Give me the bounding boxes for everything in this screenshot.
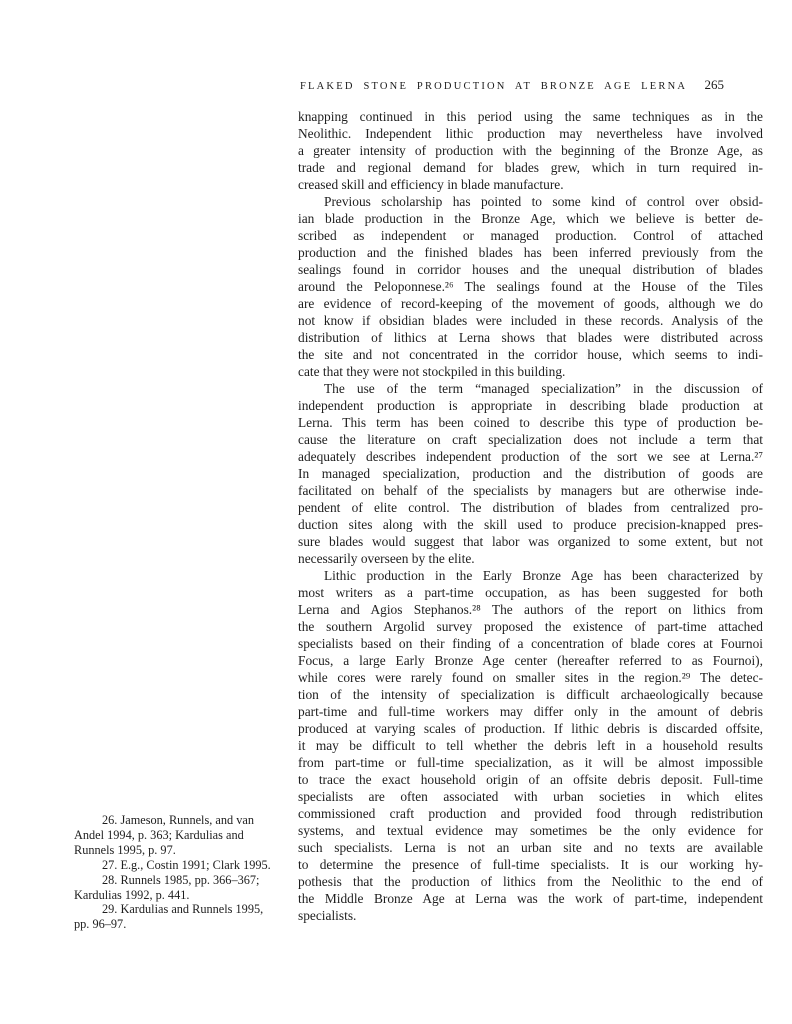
text-line: Lithic production in the Early Bronze Age has been characterized by [324, 568, 763, 583]
text-line: adequately describes independent production of the sort we see at Lerna.²⁷ [298, 449, 763, 464]
text-line: In managed specialization, production and the distribution of goods are [298, 466, 763, 481]
text-line: specialists are often associated with urban societies in which elites [298, 789, 763, 804]
text-line: not know if obsidian blades were included in these records. Analysis of the [298, 313, 763, 328]
text-line: cause the literature on craft specialization does not include a term that [298, 432, 763, 447]
text-line: scribed as independent or managed production. Control of attached [298, 228, 763, 243]
footnote [74, 873, 302, 903]
text-line: sure blades would suggest that labor was organized to some extent, but not [298, 534, 763, 549]
text-line: systems, and textual evidence may sometimes be the only evidence for [298, 823, 763, 838]
footnote-line: 28. Runnels 1985, pp. 366–367; [102, 872, 260, 887]
footnotes-block [74, 813, 302, 932]
text-line: to determine the presence of full-time specialists. It is our working hy- [298, 857, 763, 872]
footnote-line: 26. Jameson, Runnels, and van [102, 813, 254, 827]
running-head [300, 77, 724, 93]
text-line: facilitated on behalf of the specialists by managers but are otherwise inde- [298, 483, 763, 498]
text-line: duction sites along with the skill used to produce precision-knapped pres- [298, 517, 763, 532]
text-line: Neolithic. Independent lithic production may nevertheless have involved [298, 126, 763, 141]
text-line: distribution of lithics at Lerna shows that blades were distributed across [298, 330, 763, 345]
text-line: necessarily overseen by the elite. [298, 551, 475, 566]
text-line: cate that they were not stockpiled in this building. [298, 364, 566, 379]
text-line: specialists based on their finding of a concentration of blade cores at Fournoi [298, 636, 763, 651]
footnote-line: Andel 1994, p. 363; Kardulias and [74, 827, 244, 842]
text-line: a greater intensity of production with the beginning of the Bronze Age, as [298, 143, 763, 158]
text-line: pothesis that the production of lithics from the Neolithic to the end of [298, 874, 763, 889]
text-line: the site and not concentrated in the corridor house, which seems to indi- [298, 347, 763, 362]
text-line: trade and regional demand for blades grew, which in turn required in- [298, 160, 763, 175]
text-line: the Middle Bronze Age at Lerna was the work of part-time, independent [298, 891, 763, 906]
text-line: Previous scholarship has pointed to some kind of control over obsid- [324, 194, 763, 209]
paragraph [298, 380, 763, 567]
text-line: the southern Argolid survey proposed the existence of part-time attached [298, 619, 763, 634]
main-text-column [298, 108, 763, 924]
paragraph [298, 193, 763, 380]
text-line: are evidence of record-keeping of the movement of goods, although we do [298, 296, 763, 311]
text-line: to trace the exact household origin of an offsite debris deposit. Full-time [298, 772, 763, 787]
footnote-line: Runnels 1995, p. 97. [74, 842, 176, 857]
footnote [74, 858, 302, 873]
text-line: produced at varying scales of production. If lithic debris is discarded offsite, [298, 721, 763, 736]
footnote-line: Kardulias 1992, p. 441. [74, 887, 190, 902]
footnote-line: 29. Kardulias and Runnels 1995, [102, 902, 264, 917]
text-line: around the Peloponnese.²⁶ The sealings found at the House of the Tiles [298, 279, 763, 294]
text-line: most writers as a part-time occupation, as has been suggested for both [298, 585, 763, 600]
paragraph [298, 108, 763, 193]
footnote-line: pp. 96–97. [74, 917, 127, 932]
text-line: sealings found in corridor houses and the unequal distribution of blades [298, 262, 763, 277]
text-line: specialists. [298, 908, 357, 923]
text-line: Lerna. This term has been coined to describe this type of production be- [298, 415, 763, 430]
text-line: it may be difficult to tell whether the debris left in a household results [298, 738, 763, 753]
text-line: Focus, a large Early Bronze Age center (hereafter referred to as Fournoi), [298, 653, 763, 668]
paragraph [298, 567, 763, 924]
text-line: commissioned craft production and provided food through redistribution [298, 806, 763, 821]
footnote [74, 902, 302, 932]
text-line: independent production is appropriate in describing blade production at [298, 398, 763, 413]
text-line: pendent of elite control. The distribution of blades from centralized pro- [298, 500, 763, 515]
text-line: while cores were rarely found on smaller sites in the region.²⁹ The detec- [298, 670, 763, 685]
text-line: ian blade production in the Bronze Age, which we believe is better de- [298, 211, 763, 226]
text-line: from part-time or full-time specialization, as it will be almost impossible [298, 755, 763, 770]
text-line: knapping continued in this period using the same techniques as in the [298, 109, 763, 124]
text-line: part-time and full-time workers may differ only in the amount of debris [298, 704, 763, 719]
page-number: 265 [704, 77, 724, 92]
text-line: Lerna and Agios Stephanos.²⁸ The authors of the report on lithics from [298, 602, 763, 617]
running-title: FLAKED STONE PRODUCTION AT BRONZE AGE LERNA [300, 81, 688, 92]
text-line: tion of the intensity of specialization is difficult archaeologically because [298, 687, 763, 702]
footnote [74, 813, 302, 858]
text-line: such specialists. Lerna is not an urban site and no texts are available [298, 840, 763, 855]
text-line: The use of the term “managed specialization” in the discussion of [324, 381, 763, 396]
footnote-line: 27. E.g., Costin 1991; Clark 1995. [102, 857, 271, 872]
text-line: creased skill and efficiency in blade manufacture. [298, 177, 564, 192]
text-line: production and the finished blades has been inferred previously from the [298, 245, 763, 260]
